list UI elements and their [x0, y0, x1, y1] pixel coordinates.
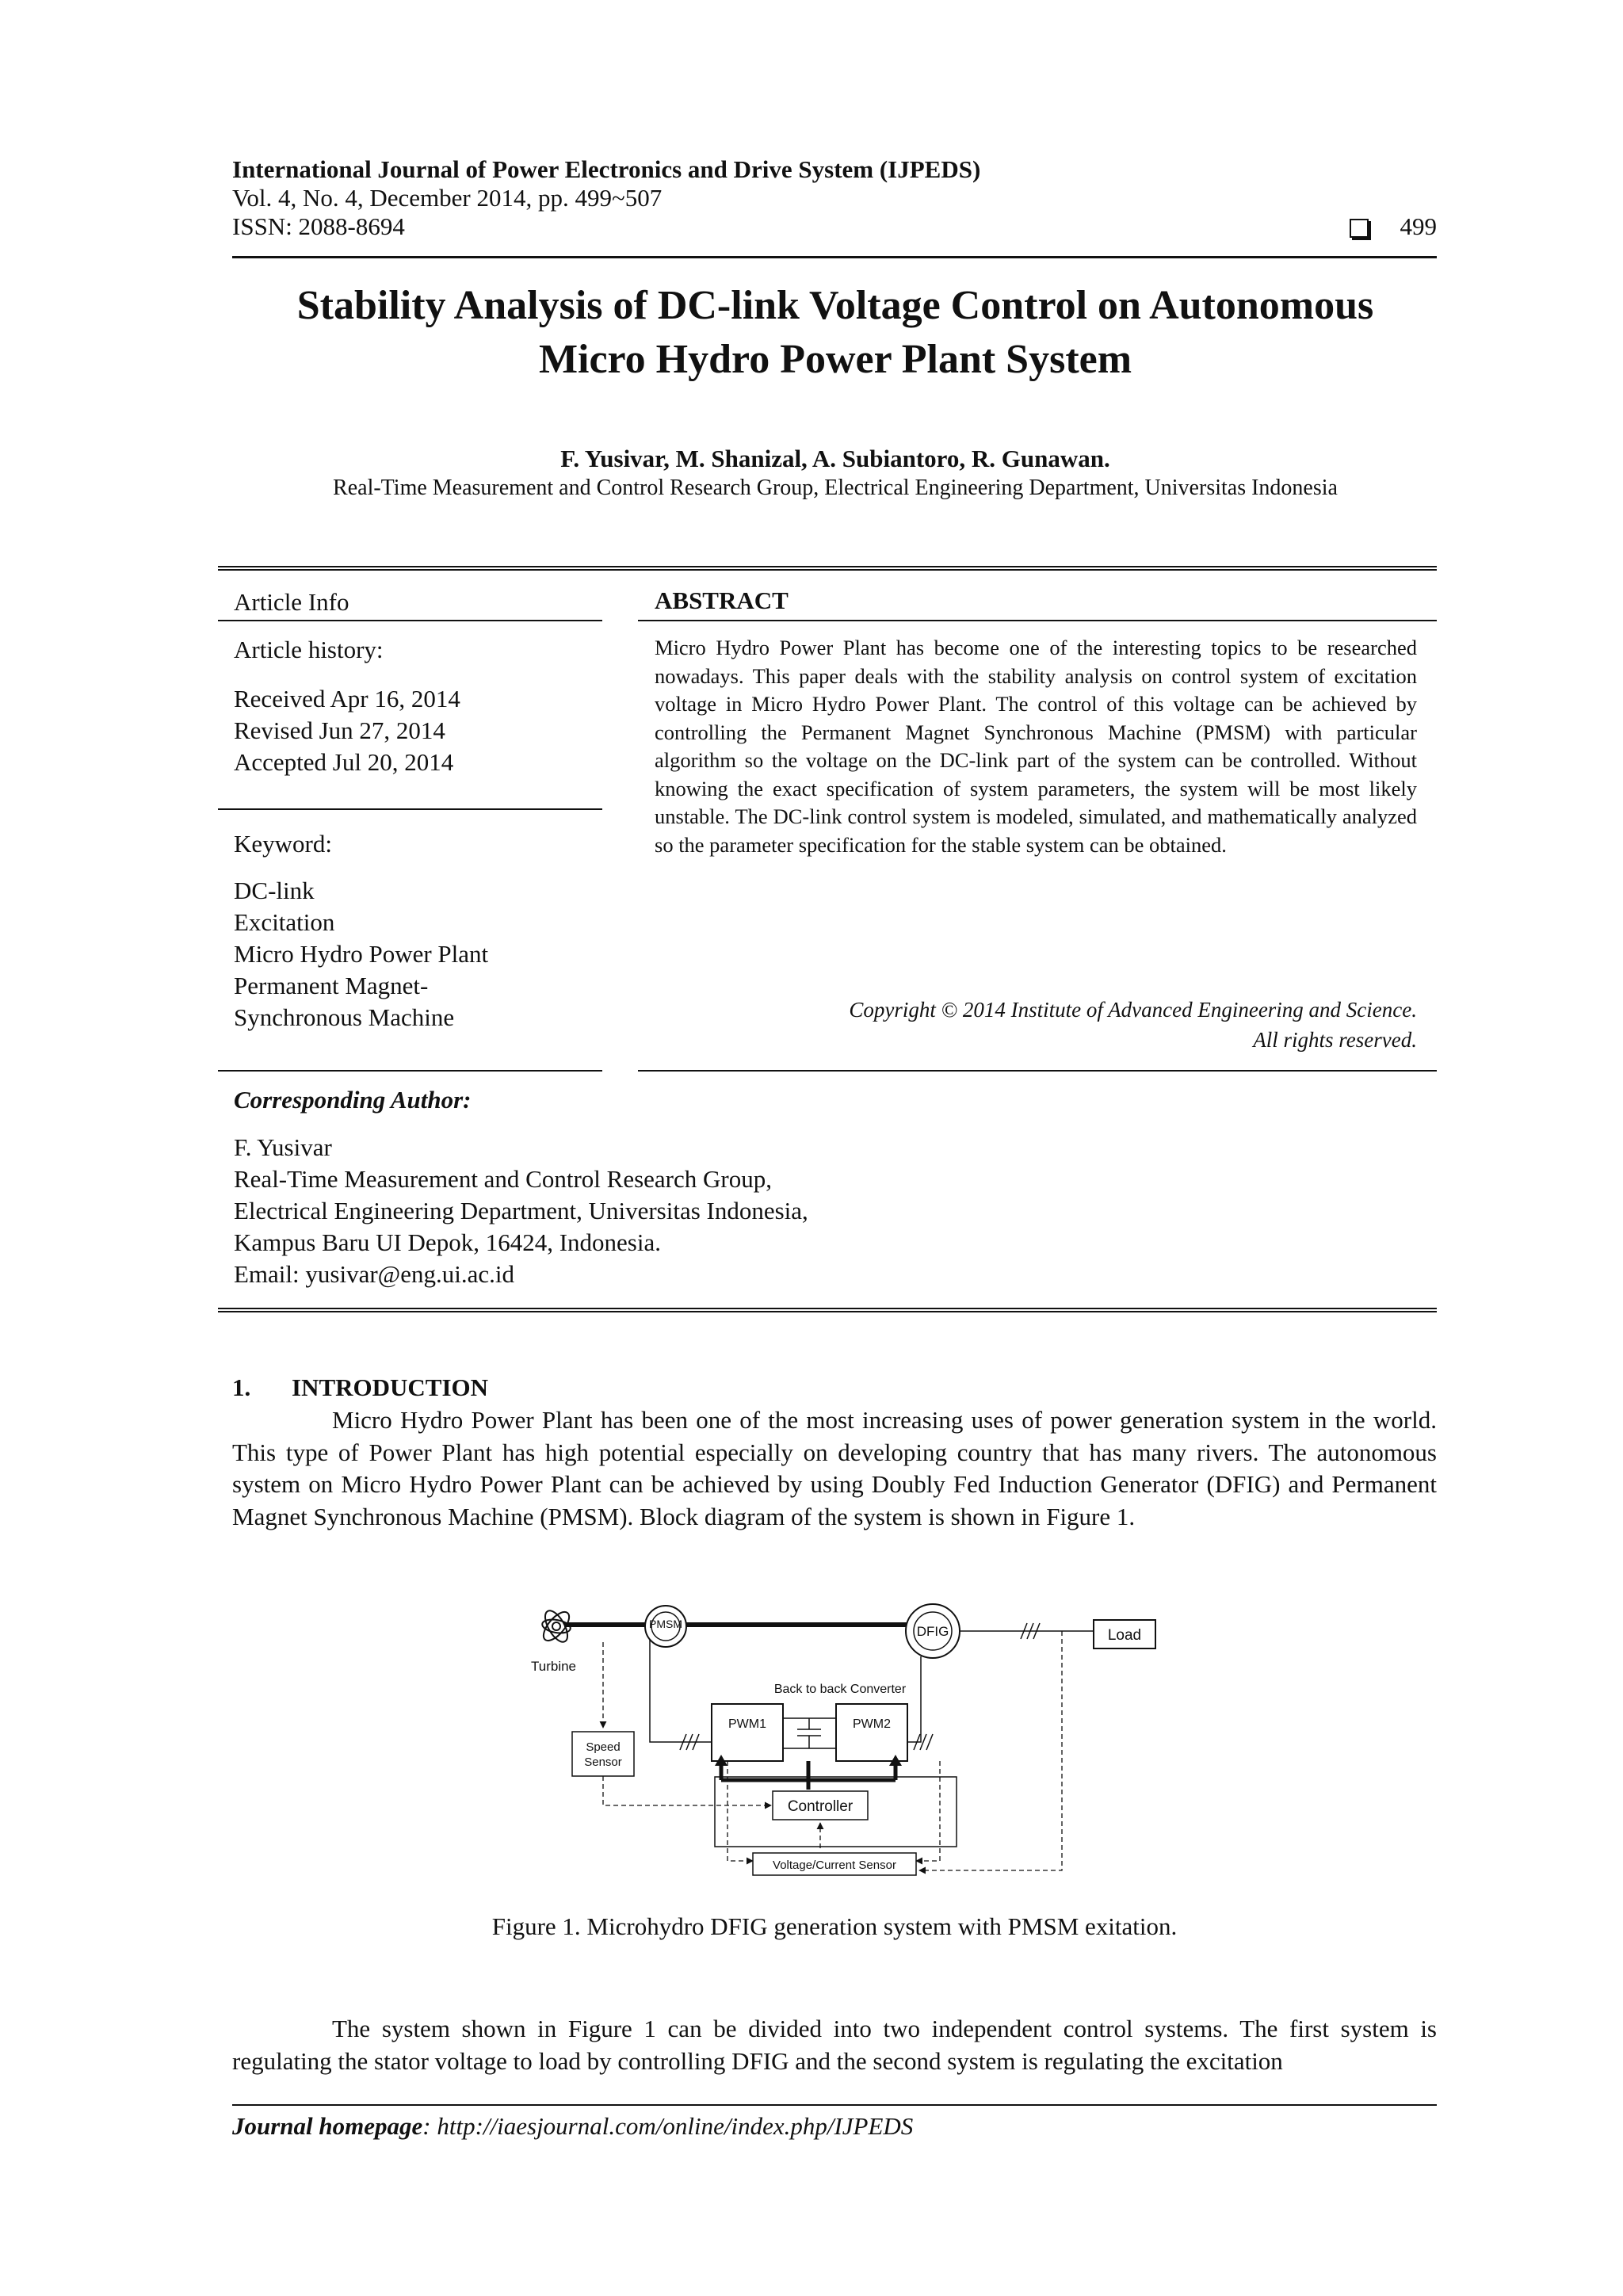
load-label: Load — [1107, 1627, 1142, 1644]
keyword-rule — [218, 808, 602, 810]
abstract-bottom-rule — [638, 1070, 1437, 1072]
dfig-label: DFIG — [916, 1624, 949, 1639]
article-history-heading: Article history: — [234, 636, 384, 663]
keyword-item: Synchronous Machine — [234, 1003, 455, 1031]
revised-date: Revised Jun 27, 2014 — [234, 716, 445, 744]
intro-paragraph-2: The system shown in Figure 1 can be divided into two independent control systems. The first system is regulating the stator voltage to load by controlling DFIG and the second system is regulating the excitation — [232, 2015, 1437, 2075]
header-rule — [232, 256, 1437, 258]
pwm1-label: PWM1 — [728, 1717, 766, 1731]
journal-header — [232, 155, 1437, 241]
keyword-heading: Keyword: — [234, 830, 332, 858]
author-group: Real-Time Measurement and Control Research Group, — [234, 1165, 772, 1193]
pwm2-box — [836, 1704, 907, 1761]
converter-label: Back to back Converter — [773, 1683, 907, 1696]
paper-title — [158, 279, 1512, 387]
author-address: Kampus Baru UI Depok, 16424, Indonesia. — [234, 1228, 661, 1256]
author-list: F. Yusivar, M. Shanizal, A. Subiantoro, R. Gunawan. — [560, 445, 1110, 472]
copyright-line-1: Copyright © 2014 Institute of Advanced Engineering and Science. — [849, 998, 1417, 1022]
figure-1-caption: Figure 1. Microhydro DFIG generation system with PMSM exitation. — [491, 1912, 1178, 1940]
turbine-label: Turbine — [531, 1659, 577, 1674]
copyright-line-2: All rights reserved. — [1253, 1028, 1417, 1052]
info-top-rule — [218, 566, 1437, 571]
keyword-item: Micro Hydro Power Plant — [234, 940, 489, 968]
author-department: Electrical Engineering Department, Universitas Indonesia, — [234, 1197, 808, 1224]
author-email: Email: yusivar@eng.ui.ac.id — [234, 1260, 514, 1288]
homepage-label: Journal homepage — [232, 2112, 423, 2140]
journal-name: International Journal of Power Electronics and Drive System (IJPEDS) — [232, 155, 981, 183]
dc-link-capacitor-icon — [783, 1718, 836, 1748]
affiliation: Real-Time Measurement and Control Research Group, Electrical Engineering Department, Universitas Indonesia — [333, 476, 1338, 500]
received-date: Received Apr 16, 2014 — [234, 685, 460, 712]
article-info-heading: Article Info — [234, 588, 349, 616]
keyword-item: Excitation — [234, 908, 335, 936]
article-history — [234, 683, 598, 778]
speed-sensor-label-line2: Sensor — [584, 1755, 622, 1769]
journal-homepage — [232, 2112, 913, 2141]
control-signal-lines — [721, 1761, 896, 1790]
speed-sensor-box — [572, 1732, 634, 1776]
keyword-list — [234, 875, 598, 1033]
pmsm-label: PMSM — [649, 1618, 682, 1630]
title-line-1: Stability Analysis of DC-link Voltage Control on Autonomous — [296, 283, 1374, 328]
abstract-text: Micro Hydro Power Plant has become one of the interesting topics to be researched nowadays. This paper deals with the stability analysis on control system of excitation voltage in Micro Hydro Power Plant. The control of this voltage can be achieved by controlling the Permanent Magnet Synchronous Machine (PMSM) with particular algorithm so the voltage on the DC-link part of the system can be controlled. Without knowing the exact specification of system parameters, the system will be most likely unstable. The DC-link control system is modeled, simulated, and mathematically analyzed so the parameter specification for the stable system can be obtained. — [655, 636, 1417, 857]
pwm1-box — [712, 1704, 783, 1761]
author-name: F. Yusivar — [234, 1133, 332, 1161]
page-number: 499 — [1400, 212, 1437, 240]
voltage-current-sensor-label: Voltage/Current Sensor — [773, 1859, 896, 1872]
figure-1-block-diagram — [507, 1593, 1181, 1878]
abstract-rule — [638, 620, 1437, 621]
title-line-2: Micro Hydro Power Plant System — [538, 337, 1132, 382]
intro-paragraph-1: Micro Hydro Power Plant has been one of the most increasing uses of power generation system in the world. This type of Power Plant has high potential especially on developing country that has many rivers. The autonomous system on Micro Hydro Power Plant can be achieved by using Doubly Fed Induction Generator (DFIG) and Permanent Magnet Synchronous Machine (PMSM). Block diagram of the system is shown in Figure 1. — [232, 1406, 1437, 1530]
keyword-item: DC-link — [234, 877, 315, 904]
controller-label: Controller — [787, 1798, 854, 1815]
section-title: INTRODUCTION — [292, 1373, 489, 1401]
section-heading — [232, 1373, 488, 1402]
square-bullet-icon — [1350, 219, 1369, 238]
article-info-rule — [218, 620, 602, 621]
info-bottom-rule — [218, 1308, 1437, 1312]
dfig-machine — [906, 1604, 960, 1658]
journal-volume: Vol. 4, No. 4, December 2014, pp. 499~507 — [232, 184, 663, 212]
section-number: 1. — [232, 1373, 251, 1401]
accepted-date: Accepted Jul 20, 2014 — [234, 748, 454, 776]
sensor-signal-lines — [603, 1631, 1062, 1870]
abstract-heading: ABSTRACT — [655, 586, 789, 614]
corresponding-author-details — [234, 1132, 1185, 1290]
keyword-item: Permanent Magnet- — [234, 972, 429, 999]
homepage-url[interactable]: : http://iaesjournal.com/online/index.php/IJPEDS — [422, 2112, 914, 2140]
corresponding-author-heading: Corresponding Author: — [234, 1086, 472, 1114]
copyright-notice — [655, 995, 1417, 1055]
three-phase-mark — [1021, 1623, 1040, 1639]
keyword-bottom-rule — [218, 1070, 602, 1072]
pmsm-machine — [645, 1606, 686, 1647]
speed-sensor-label-line1: Speed — [586, 1740, 621, 1754]
journal-issn: ISSN: 2088-8694 — [232, 212, 405, 240]
pwm2-label: PWM2 — [853, 1717, 891, 1731]
footer-rule — [232, 2104, 1437, 2106]
